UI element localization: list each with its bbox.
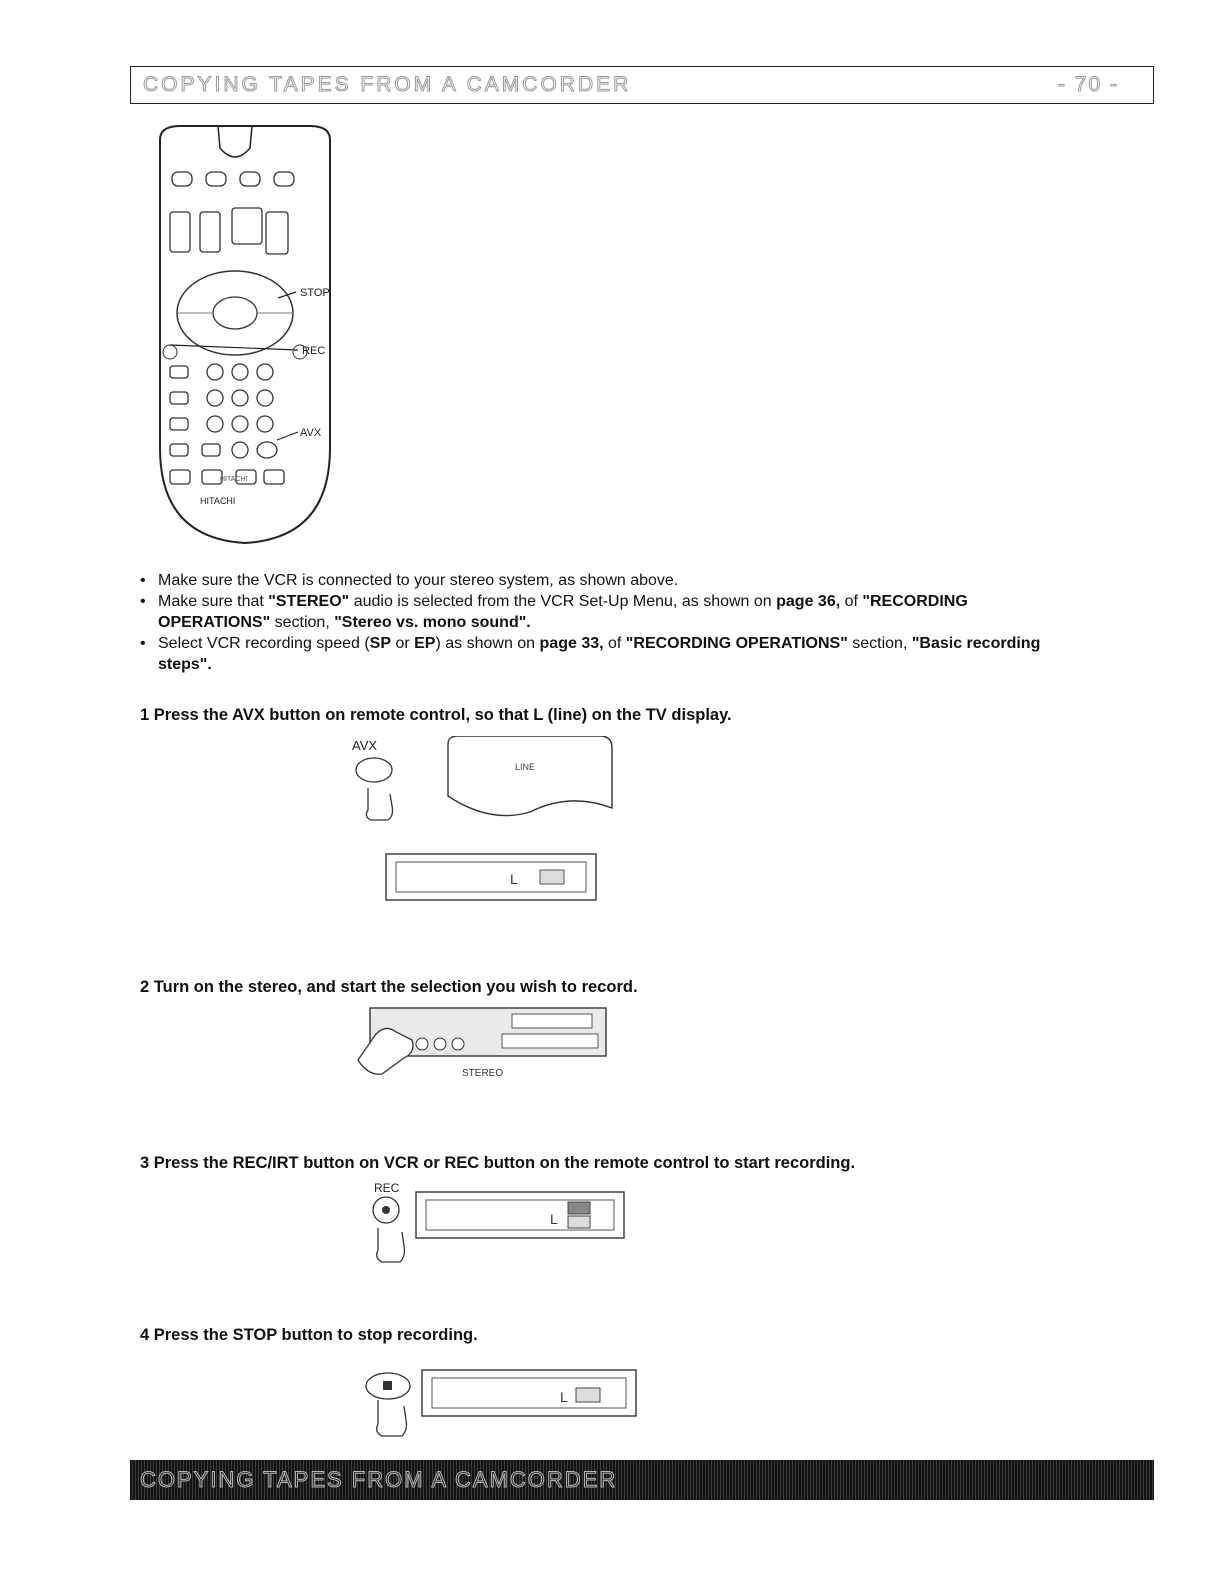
vcr-display-char: L (510, 871, 518, 887)
bullet-3-run-1: Select VCR recording speed ( (158, 635, 370, 652)
stereo-caption: STEREO (462, 1068, 504, 1079)
bullet-2-run-4: page 36, (776, 593, 841, 610)
bullet-3-run-8: "RECORDING OPERATIONS" (625, 635, 848, 652)
step-3-text: 3 Press the REC/IRT button on VCR or REC button on the remote control to start recording. (140, 1154, 856, 1172)
step-1-text: 1 Press the AVX button on remote control, so that L (line) on the TV display. (140, 706, 732, 724)
step-1-illustration (350, 736, 630, 916)
bullet-2-run-8: "Stereo vs. mono sound". (334, 614, 531, 631)
bullet-1-run-1: Make sure the VCR is connected to your stereo system, as shown above. (158, 572, 679, 589)
svg-text:HITACHI: HITACHI (220, 476, 248, 483)
step-4-text: 4 Press the STOP button to stop recording. (140, 1326, 478, 1344)
step-3-illustration (360, 1180, 630, 1266)
prerequisite-list (140, 570, 1060, 675)
footer-title: COPYING TAPES FROM A CAMCORDER (140, 1467, 618, 1492)
page-number: - 70 - (1057, 73, 1119, 96)
vcr-display-char: L (560, 1389, 568, 1405)
bullet-2-run-1: Make sure that (158, 593, 269, 610)
avx-button-label: AVX (352, 738, 378, 753)
page-header (130, 66, 1154, 104)
footer-bar (130, 1460, 1154, 1500)
remote-brand-label: HITACHI (200, 496, 236, 506)
callout-stop: STOP (300, 287, 330, 299)
bullet-3-run-10: "Basic recording steps". (158, 635, 1041, 673)
callout-rec: REC (302, 345, 326, 357)
bullet-2-run-7: section, (270, 614, 335, 631)
bullet-3-run-2: SP (369, 635, 391, 652)
bullet-2 (140, 591, 1060, 633)
step-2-text: 2 Turn on the stereo, and start the selection you wish to record. (140, 978, 638, 996)
bullet-3 (140, 633, 1060, 675)
bullet-2-run-6: "RECORDING OPERATIONS" (158, 593, 968, 631)
vcr-display-char: L (550, 1211, 558, 1227)
bullet-2-run-5: of (840, 593, 863, 610)
rec-button-label: REC (374, 1181, 400, 1195)
bullet-3-run-3: or (391, 635, 415, 652)
bullet-3-run-4: EP (414, 635, 436, 652)
bullet-3-run-7: of (603, 635, 626, 652)
bullet-2-run-3: audio is selected from the VCR Set-Up Menu, as shown on (349, 593, 777, 610)
bullet-3-run-9: section, (847, 635, 912, 652)
step-2-illustration (352, 1004, 616, 1084)
tv-screen-text: LINE (515, 762, 536, 772)
bullet-2-run-2: "STEREO" (268, 593, 350, 610)
remote-control-illustration (140, 118, 360, 550)
step-4-illustration (360, 1364, 650, 1444)
bullet-3-run-6: page 33, (539, 635, 604, 652)
bullet-1 (140, 570, 1060, 591)
callout-avx: AVX (300, 427, 322, 439)
bullet-3-run-5: ) as shown on (435, 635, 540, 652)
header-title: COPYING TAPES FROM A CAMCORDER (143, 73, 632, 96)
